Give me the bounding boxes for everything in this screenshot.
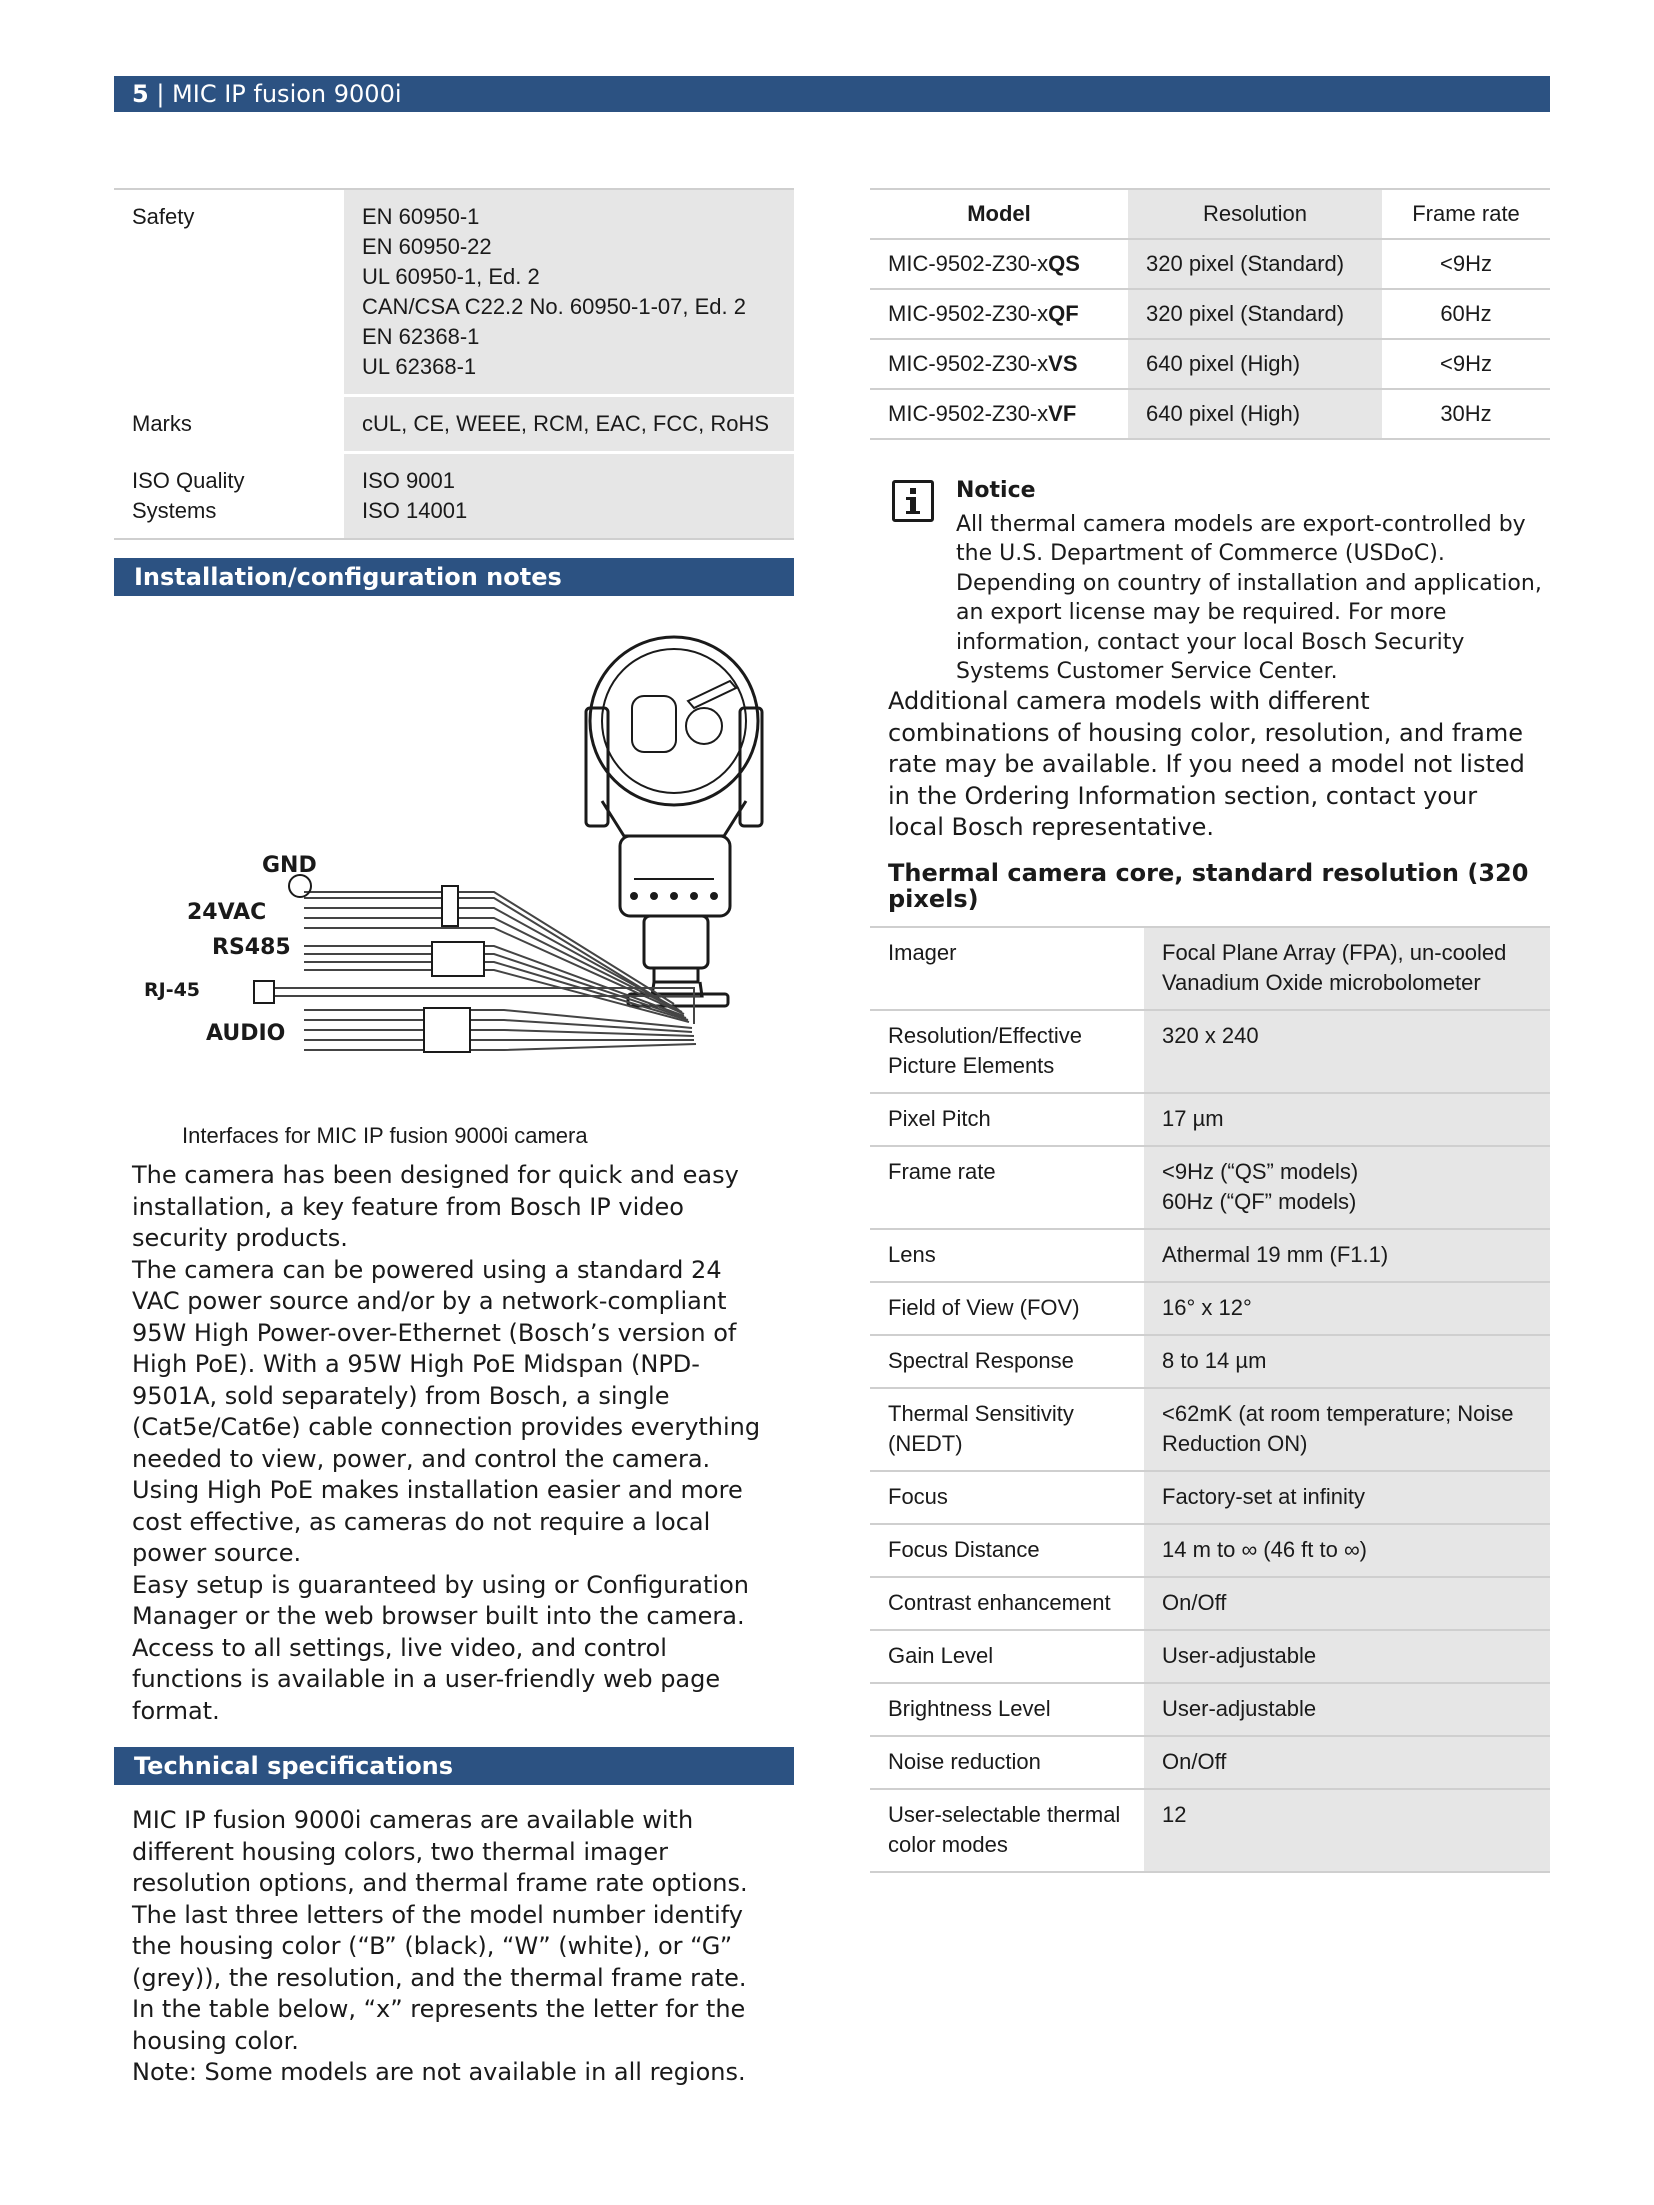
thermal-spec-row — [870, 1524, 1550, 1577]
compliance-value-line: ISO 9001 — [362, 468, 455, 493]
ordering-information-link[interactable]: Ordering Information — [964, 781, 1217, 810]
label-rj45: RJ-45 — [144, 979, 201, 1001]
notice-title: Notice — [956, 478, 1036, 503]
thermal-spec-value-line: User-adjustable — [1162, 1695, 1317, 1721]
page-number: 5 — [132, 80, 149, 108]
thermal-spec-row — [870, 1282, 1550, 1335]
compliance-key: Marks — [114, 396, 344, 453]
thermal-spec-row — [870, 1335, 1550, 1388]
thermal-spec-row — [870, 1789, 1550, 1872]
installation-heading: Installation/configuration notes — [114, 558, 794, 596]
compliance-value-line: cUL, CE, WEEE, RCM, EAC, FCC, RoHS — [362, 411, 770, 436]
technical-text — [114, 1805, 794, 2089]
model-row — [870, 239, 1550, 289]
label-rs485: RS485 — [212, 935, 291, 960]
thermal-spec-value — [1144, 1146, 1550, 1229]
thermal-spec-key: Gain Level — [870, 1630, 1144, 1683]
model-cell — [870, 289, 1128, 339]
thermal-spec-row — [870, 1229, 1550, 1282]
label-audio: AUDIO — [206, 1021, 286, 1046]
model-suffix: VF — [1048, 401, 1077, 426]
header-separator: | — [148, 80, 173, 108]
thermal-spec-row — [870, 927, 1550, 1010]
frame-rate-header: Frame rate — [1382, 189, 1550, 239]
model-row — [870, 339, 1550, 389]
thermal-spec-key: Field of View (FOV) — [870, 1282, 1144, 1335]
frame-rate-cell: 30Hz — [1382, 389, 1550, 439]
resolution-cell: 640 pixel (High) — [1128, 339, 1382, 389]
model-cell — [870, 339, 1128, 389]
compliance-value-line: UL 60950-1, Ed. 2 — [362, 264, 540, 289]
thermal-spec-key: Pixel Pitch — [870, 1093, 1144, 1146]
thermal-spec-value — [1144, 1471, 1550, 1524]
camera-wiring-illustration — [114, 596, 794, 1116]
notice-box — [870, 476, 1550, 686]
model-prefix: MIC-9502-Z30-x — [888, 251, 1049, 276]
thermal-spec-value-line: Focal Plane Array (FPA), un-cooled — [1162, 939, 1507, 965]
technical-heading: Technical specifications — [114, 1747, 794, 1785]
thermal-spec-row — [870, 1577, 1550, 1630]
ground-terminal-shape — [289, 875, 311, 897]
thermal-spec-key: Contrast enhancement — [870, 1577, 1144, 1630]
thermal-spec-value — [1144, 1093, 1550, 1146]
additional-text — [870, 686, 1550, 844]
thermal-spec-value-line: On/Off — [1162, 1748, 1227, 1774]
compliance-table — [114, 188, 794, 540]
notice-text: All thermal camera models are export-controlled by the U.S. Department of Commerce (USDoC). Depending on country of installation and application, an export license may be required. For more information, contact your local Bosch Security Systems Customer Service Center. — [956, 511, 1542, 684]
model-row — [870, 289, 1550, 339]
thermal-spec-value-line: 12 — [1162, 1801, 1187, 1827]
page-header — [114, 76, 1550, 112]
thermal-spec-row — [870, 1010, 1550, 1093]
label-gnd: GND — [262, 853, 317, 878]
technical-paragraph: MIC IP fusion 9000i cameras are available with different housing colors, two thermal imager resolution options, and thermal frame rate options. The last three letters of the model number identify the housing color (“B” (black), “W” (white), or “G” (grey)), the resolution, and the thermal frame rate. In the table below, “x” represents the letter for the housing color. — [132, 1806, 748, 2055]
model-suffix: QF — [1048, 301, 1079, 326]
left-column — [114, 188, 794, 2089]
thermal-spec-key: Focus — [870, 1471, 1144, 1524]
info-icon — [892, 480, 934, 522]
thermal-spec-table — [870, 926, 1550, 1873]
compliance-value-line: EN 60950-1 — [362, 204, 480, 229]
additional-text-start: Additional camera models with different combinations of housing color, resolution, and frame rate may be available. If you need a model not listed in the — [888, 687, 1525, 810]
thermal-spec-value — [1144, 1630, 1550, 1683]
compliance-key: Safety — [114, 189, 344, 396]
camera-head-shape — [590, 637, 758, 805]
thermal-spec-value-line: Factory-set at infinity — [1162, 1483, 1365, 1509]
document-title: MIC IP fusion 9000i — [172, 80, 402, 108]
thermal-spec-key: Noise reduction — [870, 1736, 1144, 1789]
installation-paragraph: Easy setup is guaranteed by using or Configuration Manager or the web browser built into the camera. Access to all settings, live video, and control functions is available in a user-friendly web page format. — [132, 1570, 749, 1725]
model-cell — [870, 239, 1128, 289]
model-suffix: QS — [1048, 251, 1080, 276]
thermal-spec-value-line: 320 x 240 — [1162, 1022, 1259, 1048]
thermal-spec-value — [1144, 1789, 1550, 1872]
resolution-cell: 320 pixel (Standard) — [1128, 239, 1382, 289]
model-table — [870, 188, 1550, 440]
thermal-spec-row — [870, 1471, 1550, 1524]
thermal-spec-row — [870, 1736, 1550, 1789]
model-suffix: VS — [1048, 351, 1078, 376]
resolution-cell: 640 pixel (High) — [1128, 389, 1382, 439]
thermal-spec-value-line: 17 µm — [1162, 1105, 1224, 1131]
thermal-spec-value — [1144, 1335, 1550, 1388]
compliance-row — [114, 189, 794, 396]
thermal-spec-key: Focus Distance — [870, 1524, 1144, 1577]
thermal-spec-value-line: <9Hz (“QS” models) — [1162, 1158, 1359, 1184]
compliance-value — [344, 189, 794, 396]
compliance-key: ISO Quality Systems — [114, 453, 344, 540]
resolution-header: Resolution — [1128, 189, 1382, 239]
note-text: : Some models are not available in all regions. — [188, 2058, 746, 2086]
thermal-spec-value-line: Athermal 19 mm (F1.1) — [1162, 1241, 1389, 1267]
thermal-spec-key: Lens — [870, 1229, 1144, 1282]
compliance-value-line: UL 62368-1 — [362, 354, 477, 379]
thermal-spec-value-line: User-adjustable — [1162, 1642, 1317, 1668]
compliance-value — [344, 453, 794, 540]
additional-text-end: section, contact your local Bosch representative. — [888, 781, 1478, 841]
thermal-spec-key: Brightness Level — [870, 1683, 1144, 1736]
thermal-spec-key: Imager — [870, 927, 1144, 1010]
thermal-spec-value-line: <62mK (at room temperature; Noise Reduction ON) — [1162, 1400, 1514, 1456]
right-column — [870, 188, 1550, 1873]
thermal-spec-value — [1144, 927, 1550, 1010]
compliance-value-line: EN 62368-1 — [362, 324, 480, 349]
model-prefix: MIC-9502-Z30-x — [888, 351, 1049, 376]
installation-text — [114, 1160, 794, 1727]
technical-note — [132, 2057, 776, 2089]
label-24vac: 24VAC — [187, 900, 267, 925]
thermal-spec-value — [1144, 1388, 1550, 1471]
thermal-spec-value-line: 8 to 14 µm — [1162, 1347, 1267, 1373]
thermal-spec-value-line: Vanadium Oxide microbolometer — [1162, 969, 1481, 995]
model-prefix: MIC-9502-Z30-x — [888, 401, 1049, 426]
thermal-spec-value — [1144, 1010, 1550, 1093]
thermal-spec-value — [1144, 1577, 1550, 1630]
thermal-spec-key: User-selectable thermal color modes — [870, 1789, 1144, 1872]
thermal-spec-key: Thermal Sensitivity (NEDT) — [870, 1388, 1144, 1471]
thermal-spec-key: Resolution/Effective Picture Elements — [870, 1010, 1144, 1093]
frame-rate-cell: 60Hz — [1382, 289, 1550, 339]
model-prefix: MIC-9502-Z30-x — [888, 301, 1049, 326]
thermal-spec-value — [1144, 1229, 1550, 1282]
thermal-spec-value-line: On/Off — [1162, 1589, 1227, 1615]
diagram-caption: Interfaces for MIC IP fusion 9000i camera — [182, 1123, 588, 1148]
resolution-cell: 320 pixel (Standard) — [1128, 289, 1382, 339]
thermal-spec-value-line: 14 m to ∞ (46 ft to ∞) — [1162, 1536, 1367, 1562]
thermal-spec-row — [870, 1146, 1550, 1229]
compliance-value — [344, 396, 794, 453]
thermal-spec-row — [870, 1388, 1550, 1471]
thermal-spec-row — [870, 1683, 1550, 1736]
installation-paragraph: The camera has been designed for quick and easy installation, a key feature from Bosch IP video security products. — [132, 1161, 739, 1252]
frame-rate-cell: <9Hz — [1382, 339, 1550, 389]
note-label: Note — [132, 2058, 189, 2086]
compliance-value-line: EN 60950-22 — [362, 234, 492, 259]
frame-rate-cell: <9Hz — [1382, 239, 1550, 289]
compliance-value-line: ISO 14001 — [362, 498, 468, 523]
thermal-spec-value — [1144, 1282, 1550, 1335]
model-row — [870, 389, 1550, 439]
thermal-heading: Thermal camera core, standard resolution (320 pixels) — [888, 858, 1529, 913]
thermal-spec-key: Frame rate — [870, 1146, 1144, 1229]
thermal-spec-row — [870, 1630, 1550, 1683]
compliance-value-line: CAN/CSA C22.2 No. 60950-1-07, Ed. 2 — [362, 294, 746, 319]
thermal-spec-key: Spectral Response — [870, 1335, 1144, 1388]
model-cell — [870, 389, 1128, 439]
compliance-row — [114, 453, 794, 540]
thermal-spec-value-line: 16° x 12° — [1162, 1294, 1252, 1320]
thermal-spec-value — [1144, 1736, 1550, 1789]
model-header: Model — [870, 189, 1128, 239]
interface-diagram — [114, 596, 794, 1116]
compliance-row — [114, 396, 794, 453]
thermal-spec-value — [1144, 1524, 1550, 1577]
thermal-spec-row — [870, 1093, 1550, 1146]
thermal-spec-value — [1144, 1683, 1550, 1736]
thermal-spec-value-line: 60Hz (“QF” models) — [1162, 1188, 1357, 1214]
installation-paragraph: The camera can be powered using a standard 24 VAC power source and/or by a network-compliant 95W High Power-over-Ethernet (Bosch’s version of High PoE). With a 95W High PoE Midspan (NPD-9501A, sold separately) from Bosch, a single (Cat5e/Cat6e) cable connection provides everything needed to view, power, and control the camera. Using High PoE makes installation easier and more cost effective, as cameras do not require a local power source. — [132, 1255, 761, 1567]
